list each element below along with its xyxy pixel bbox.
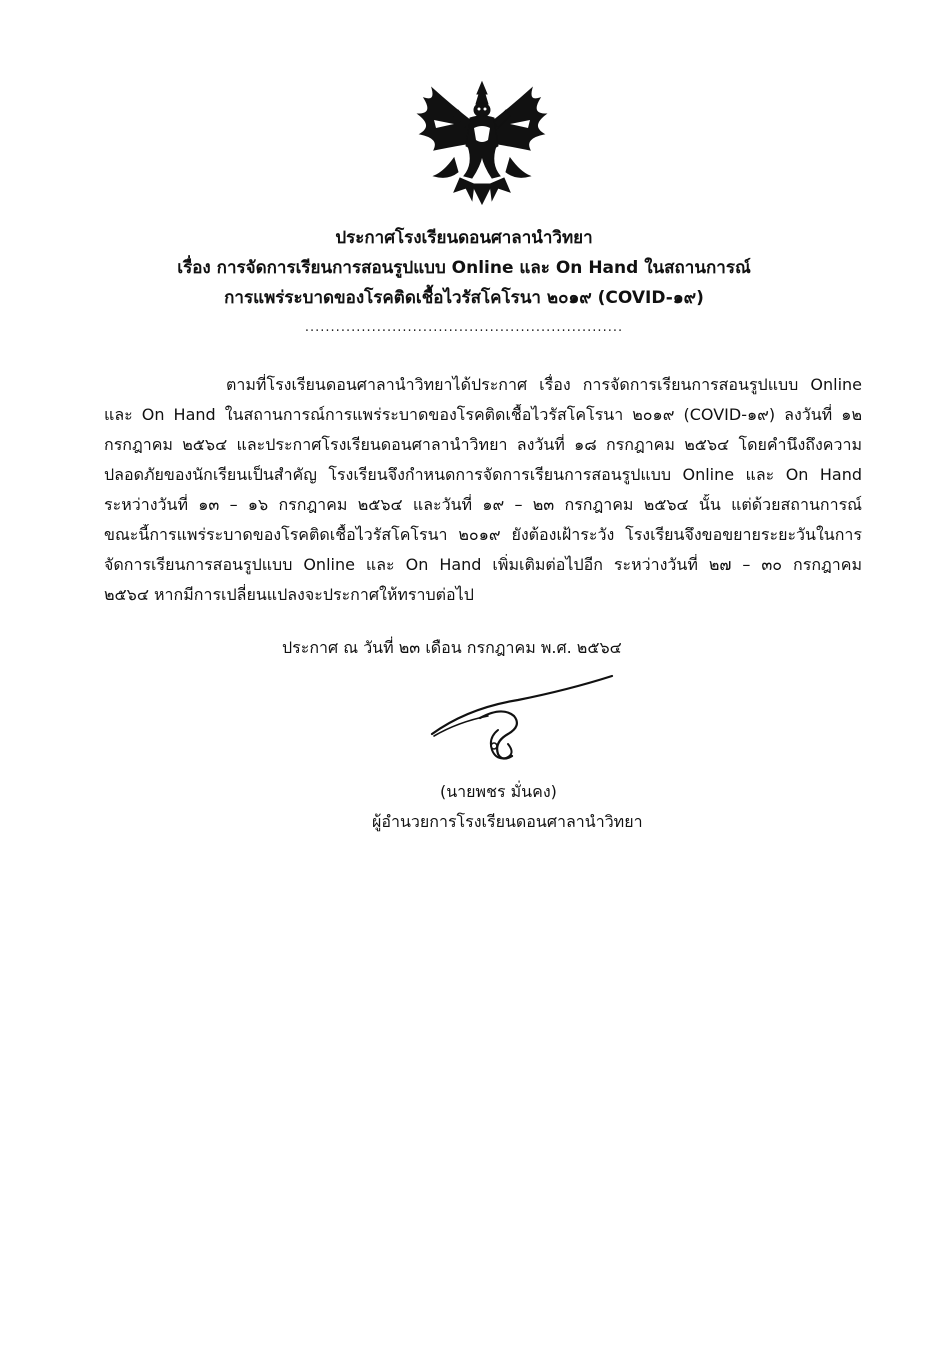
body-paragraph-line: กรกฎาคม ๒๕๖๔ และประกาศโรงเรียนดอนศาลานำวิทยา ลงวันที่ ๑๘ กรกฎาคม ๒๕๖๔ โดยคำนึงถึงความ <box>104 435 862 454</box>
body-paragraph-line: ปลอดภัยของนักเรียนเป็นสำคัญ โรงเรียนจึงกำหนดการจัดการเรียนการสอนรูปแบบ Online และ On Hand <box>104 465 862 484</box>
dotted-separator: .............................................................. <box>304 320 624 335</box>
body-paragraph-line: และ On Hand ในสถานการณ์การแพร่ระบาดของโรคติดเชื้อไวรัสโคโรนา ๒๐๑๙ (COVID-๑๙) ลงวันที่ ๑๒ <box>104 405 862 424</box>
handwritten-signature <box>428 672 618 764</box>
announcement-subject: เรื่อง การจัดการเรียนการสอนรูปแบบ Online และ On Hand ในสถานการณ์ <box>177 258 751 278</box>
body-paragraph-line: จัดการเรียนการสอนรูปแบบ Online และ On Hand เพิ่มเติมต่อไปอีก ระหว่างวันที่ ๒๗ – ๓๐ กรกฎาคม <box>104 555 862 574</box>
body-paragraph-line: ๒๕๖๔ หากมีการเปลี่ยนแปลงจะประกาศให้ทราบต่อไป <box>104 585 474 604</box>
signer-position: ผู้อำนวยการโรงเรียนดอนศาลานำวิทยา <box>372 812 643 831</box>
garuda-emblem-icon <box>414 80 550 206</box>
announcement-date: ประกาศ ณ วันที่ ๒๓ เดือน กรกฎาคม พ.ศ. ๒๕๖๔ <box>282 638 622 657</box>
body-paragraph-line: ขณะนี้การแพร่ระบาดของโรคติดเชื้อไวรัสโคโรนา ๒๐๑๙ ยังต้องเฝ้าระวัง โรงเรียนจึงขอขยายระยะวันในการ <box>104 525 862 544</box>
body-paragraph-line: ระหว่างวันที่ ๑๓ – ๑๖ กรกฎาคม ๒๕๖๔ และวันที่ ๑๙ – ๒๓ กรกฎาคม ๒๕๖๔ นั้น แต่ด้วยสถานการณ์ <box>104 495 862 514</box>
announcement-subject-cont: การแพร่ระบาดของโรคติดเชื้อไวรัสโคโรนา ๒๐๑๙ (COVID-๑๙) <box>224 288 704 308</box>
body-paragraph-line: ตามที่โรงเรียนดอนศาลานำวิทยาได้ประกาศ เรื่อง การจัดการเรียนการสอนรูปแบบ Online <box>226 375 862 394</box>
signer-name: (นายพชร มั่นคง) <box>440 782 557 801</box>
announcement-heading: ประกาศโรงเรียนดอนศาลานำวิทยา <box>335 228 593 248</box>
